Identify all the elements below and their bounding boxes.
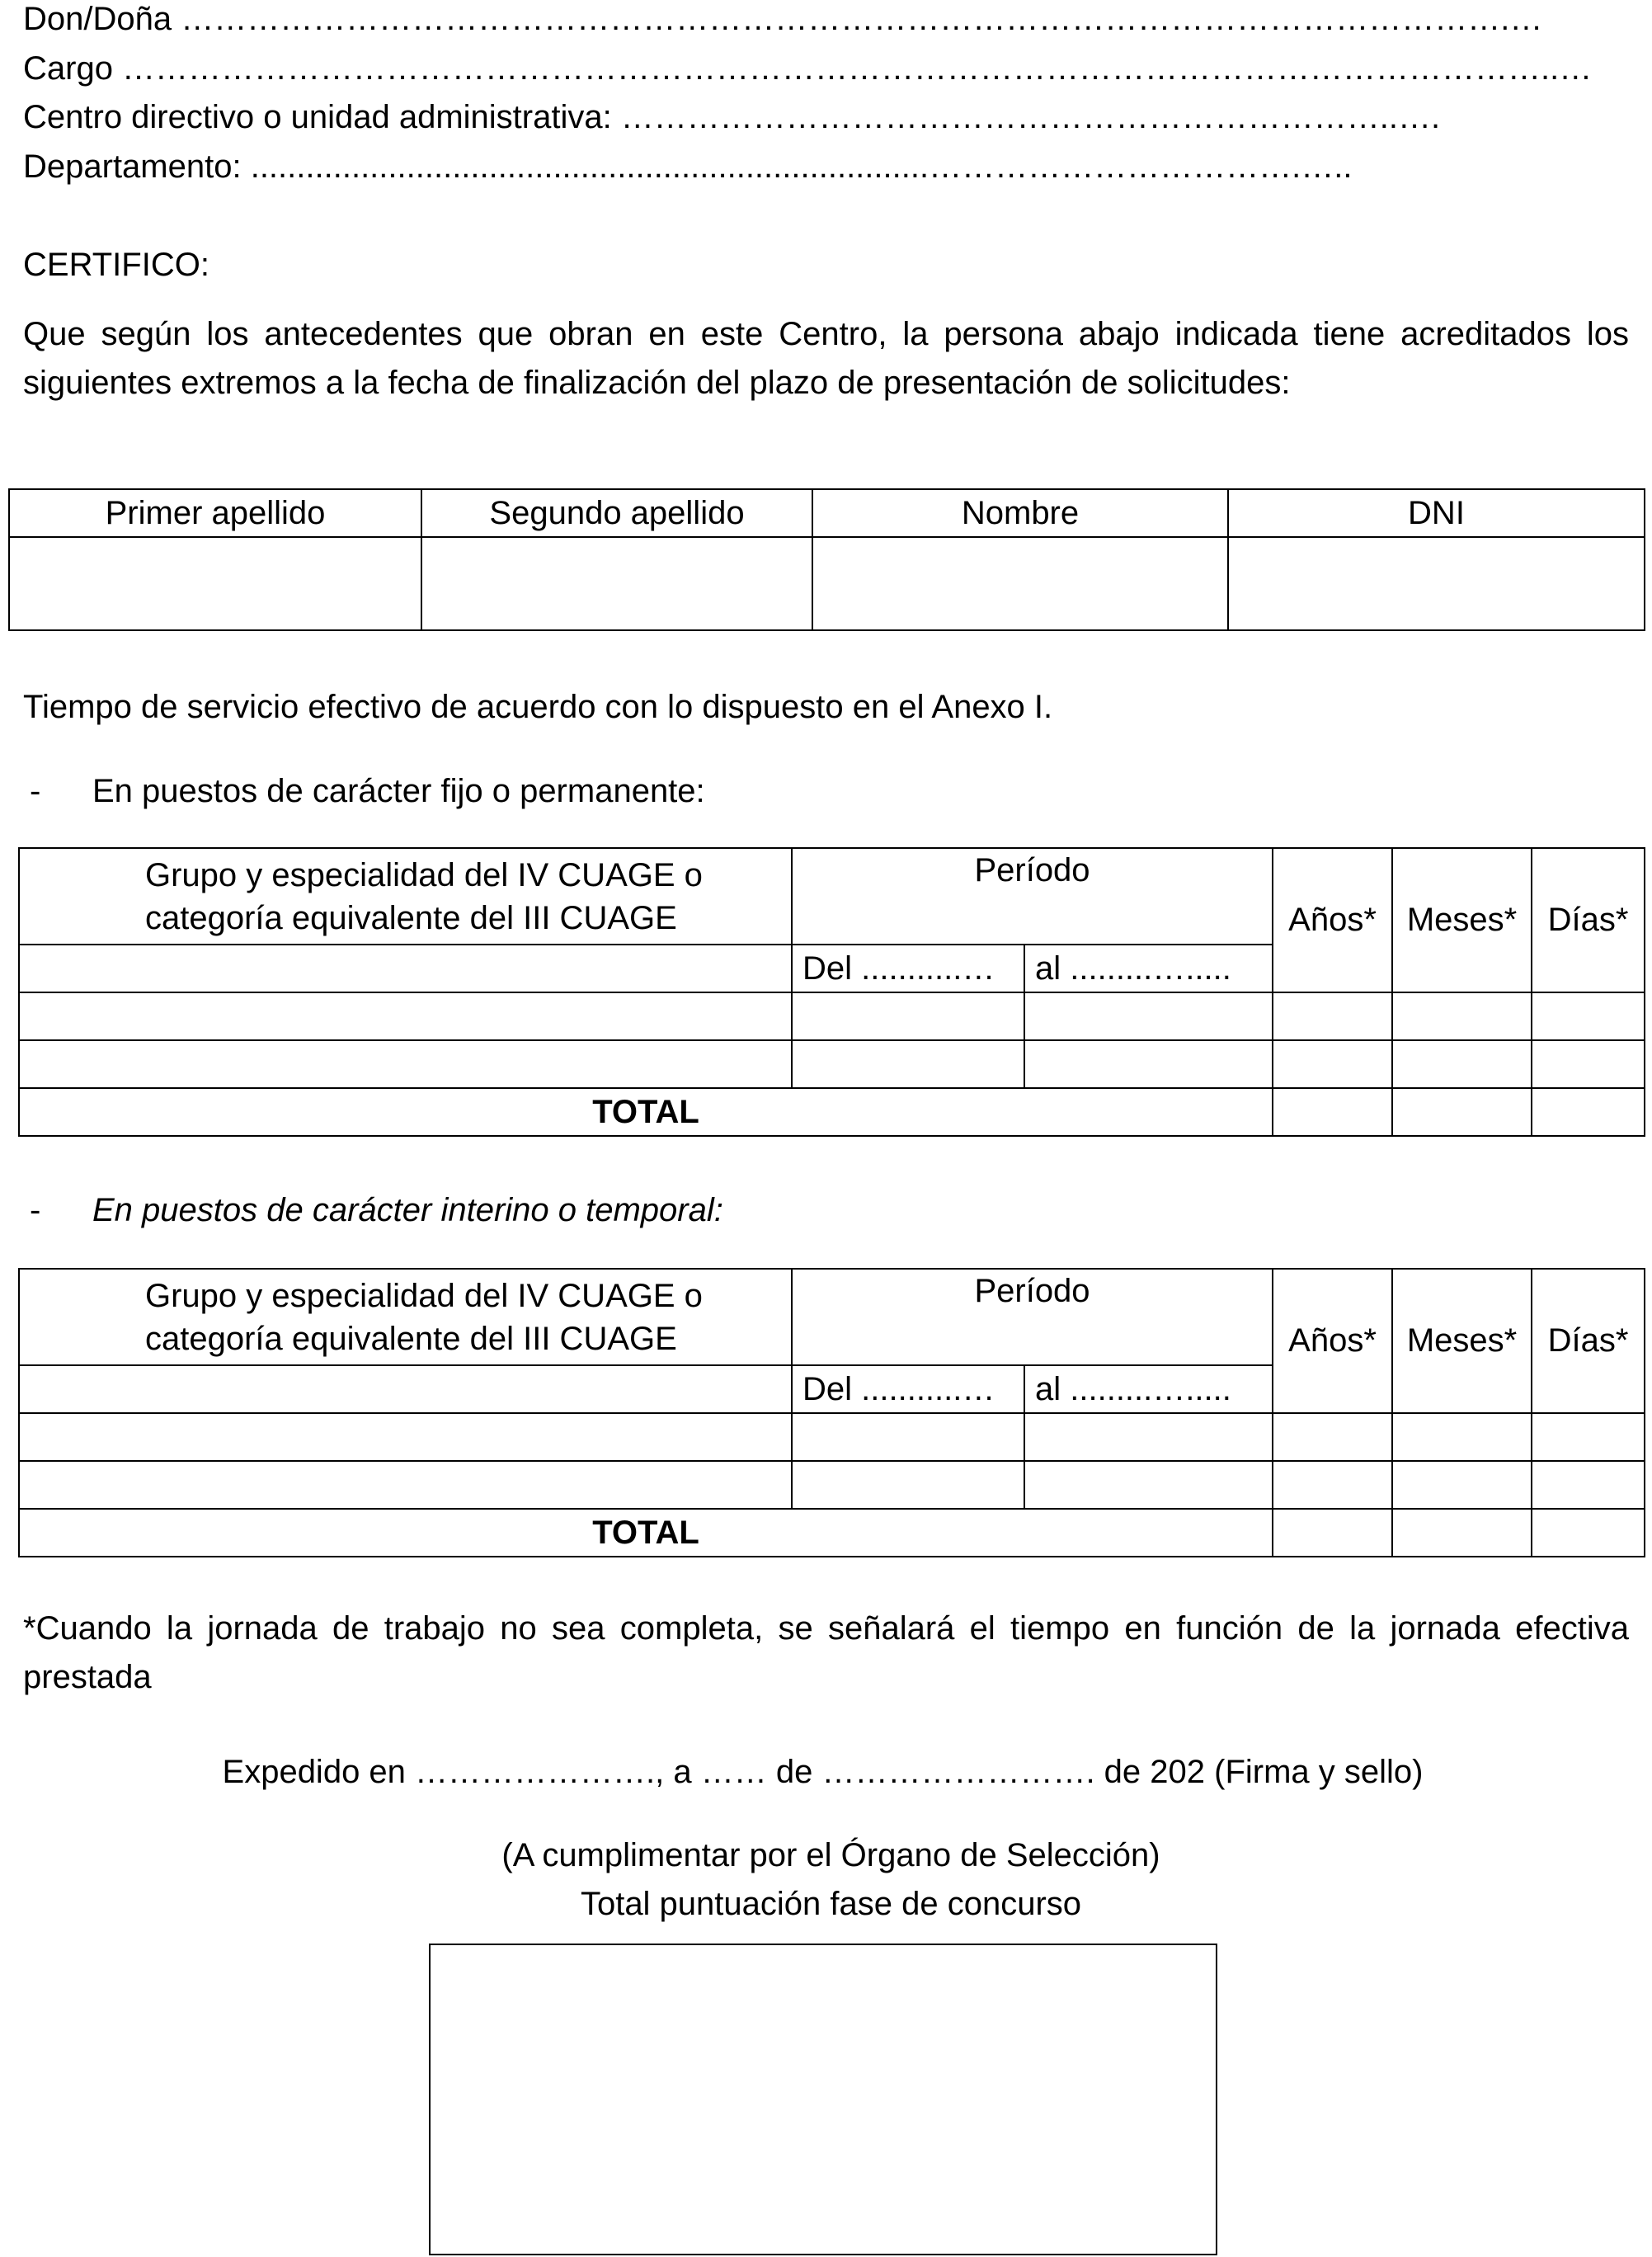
person-table (8, 488, 1645, 631)
anos-header: Años* (1273, 1269, 1392, 1413)
group-header: Grupo y especialidad del IV CUAGE o categoría equivalente del III CUAGE (19, 1269, 792, 1365)
al-cell[interactable] (1024, 992, 1273, 1040)
total-meses-cell[interactable] (1392, 1509, 1532, 1557)
cargo-field: Cargo …………………………………………………………………………………………………………………..… (23, 50, 1593, 87)
centro-directivo-field: Centro directivo o unidad administrativa: ……………………………………………………………..…. (23, 99, 1441, 135)
meses-header: Meses* (1392, 848, 1532, 992)
dni-cell[interactable] (1228, 537, 1645, 630)
total-dias-cell[interactable] (1532, 1088, 1645, 1136)
group-subrow-cell (19, 945, 792, 992)
temporary-service-table (18, 1268, 1645, 1557)
header-dni: DNI (1228, 489, 1645, 537)
periodo-header: Período (792, 1269, 1273, 1365)
al-label: al .........…..... (1024, 945, 1273, 992)
certifico-heading: CERTIFICO: (23, 247, 209, 283)
section-2-title: En puestos de carácter interino o temporal: (92, 1192, 723, 1228)
total-anos-cell[interactable] (1273, 1509, 1392, 1557)
group-cell[interactable] (19, 992, 792, 1040)
del-cell[interactable] (792, 1040, 1024, 1088)
section-1-title: En puestos de carácter fijo o permanente: (92, 773, 705, 809)
meses-header: Meses* (1392, 1269, 1532, 1413)
header-nombre: Nombre (812, 489, 1228, 537)
header-segundo-apellido: Segundo apellido (421, 489, 812, 537)
anos-cell[interactable] (1273, 1461, 1392, 1509)
group-cell[interactable] (19, 1413, 792, 1461)
del-cell[interactable] (792, 1461, 1024, 1509)
meses-cell[interactable] (1392, 1461, 1532, 1509)
service-intro: Tiempo de servicio efectivo de acuerdo con lo dispuesto en el Anexo I. (23, 689, 1053, 725)
section-2-dash: - (30, 1192, 41, 1228)
dias-cell[interactable] (1532, 992, 1645, 1040)
dias-cell[interactable] (1532, 1461, 1645, 1509)
meses-cell[interactable] (1392, 992, 1532, 1040)
group-cell[interactable] (19, 1040, 792, 1088)
group-header: Grupo y especialidad del IV CUAGE o categoría equivalente del III CUAGE (19, 848, 792, 945)
group-subrow-cell (19, 1365, 792, 1413)
al-cell[interactable] (1024, 1461, 1273, 1509)
total-label: TOTAL (19, 1088, 1273, 1136)
anos-cell[interactable] (1273, 1413, 1392, 1461)
group-cell[interactable] (19, 1461, 792, 1509)
header-primer-apellido: Primer apellido (9, 489, 421, 537)
total-label: TOTAL (19, 1509, 1273, 1557)
meses-cell[interactable] (1392, 1413, 1532, 1461)
total-anos-cell[interactable] (1273, 1088, 1392, 1136)
del-label: Del ...........… (792, 1365, 1024, 1413)
dias-header: Días* (1532, 1269, 1645, 1413)
al-cell[interactable] (1024, 1413, 1273, 1461)
dias-header: Días* (1532, 848, 1645, 992)
don-dona-field: Don/Doña ………………………………………………………………………………………………………….… (23, 1, 1543, 37)
section-1-dash: - (30, 773, 41, 809)
total-dias-cell[interactable] (1532, 1509, 1645, 1557)
departamento-field: Departamento: ..........................................................................…………………………….….. (23, 148, 1353, 185)
del-label: Del ...........… (792, 945, 1024, 992)
del-cell[interactable] (792, 992, 1024, 1040)
segundo-apellido-cell[interactable] (421, 537, 812, 630)
fixed-service-table (18, 847, 1645, 1137)
puntuacion-label: Total puntuación fase de concurso (580, 1886, 1082, 1922)
meses-cell[interactable] (1392, 1040, 1532, 1088)
al-cell[interactable] (1024, 1040, 1273, 1088)
al-label: al .........…..... (1024, 1365, 1273, 1413)
anos-cell[interactable] (1273, 992, 1392, 1040)
nombre-cell[interactable] (812, 537, 1228, 630)
total-meses-cell[interactable] (1392, 1088, 1532, 1136)
puntuacion-box[interactable] (429, 1944, 1217, 2255)
dias-cell[interactable] (1532, 1413, 1645, 1461)
dias-cell[interactable] (1532, 1040, 1645, 1088)
primer-apellido-cell[interactable] (9, 537, 421, 630)
anos-header: Años* (1273, 848, 1392, 992)
intro-paragraph: Que según los antecedentes que obran en este Centro, la persona abajo indicada tiene acreditados los siguientes extremos a la fecha de finalización del plazo de presentación de solicitudes: (23, 316, 1629, 401)
footnote: *Cuando la jornada de trabajo no sea completa, se señalará el tiempo en función de la jornada efectiva prestada (23, 1610, 1629, 1695)
organo-seleccion-note: (A cumplimentar por el Órgano de Selección) (501, 1837, 1160, 1873)
expedido-line: Expedido en …………………., a …… de ……………………. de 202 (Firma y sello) (222, 1754, 1424, 1790)
periodo-header: Período (792, 848, 1273, 945)
anos-cell[interactable] (1273, 1040, 1392, 1088)
del-cell[interactable] (792, 1413, 1024, 1461)
